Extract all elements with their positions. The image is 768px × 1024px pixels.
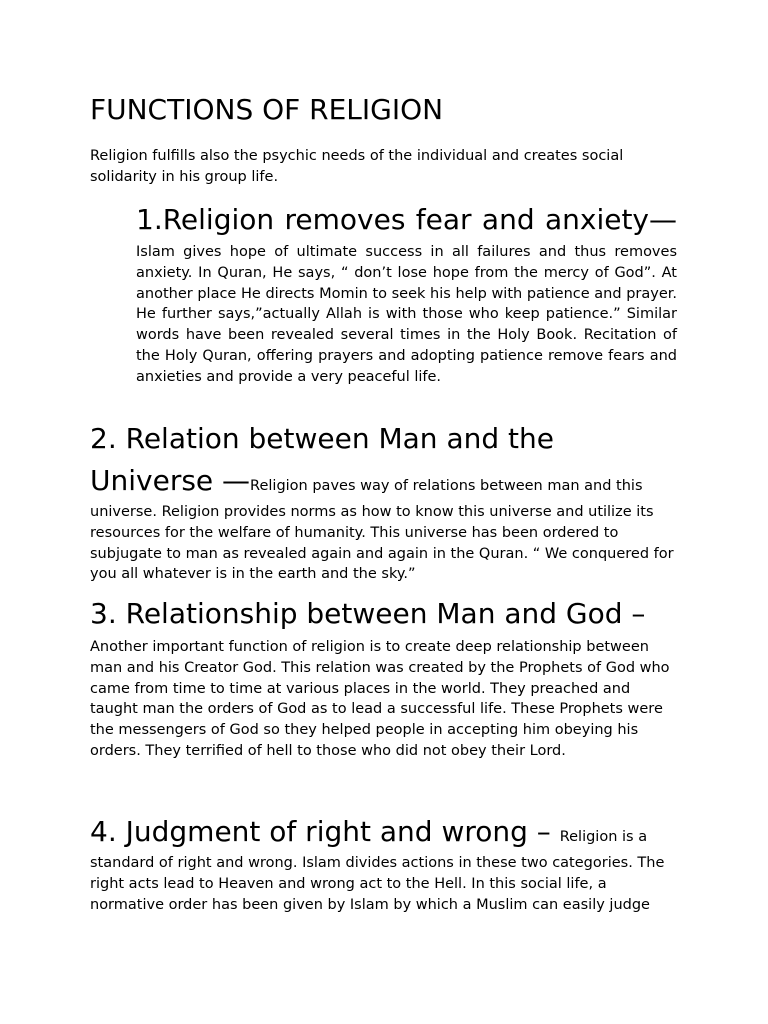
section-fear-anxiety (136, 198, 677, 388)
section-heading: 2. Relation between Man and the Universe — (90, 422, 554, 497)
section-heading: 4. Judgment of right and wrong – (90, 815, 560, 848)
section-body: Another important function of religion is to create deep relationship between man and his Creator God. This relation was created by the Prophets of God who came from time to time at various places in the world. They preached and taught man the orders of God as to lead a successful life. These Prophets were the messengers of God so they helped people in accepting him obeying his orders. They terrified of hell to those who did not obey their Lord. (90, 639, 670, 759)
section-body: Islam gives hope of ultimate success in all failures and thus removes anxiety. In Quran, He says, “ don’t lose hope from the mercy of God”. At another place He directs Momin to seek his help with patience and prayer. He further says,”actually Allah is with those who keep patience.” Similar words have been revealed several times in the Holy Book. Recitation of the Holy Quran, offering prayers and adopting patience remove fears and anxieties and provide a very peaceful life. (136, 244, 677, 385)
section-man-god (90, 591, 680, 762)
section-right-wrong (90, 811, 680, 915)
section-body: Religion is a standard of right and wrong. Islam divides actions in these two categories. The right acts lead to Heaven and wrong act to the Hell. In this social life, a normative order has been given by Islam by which a Muslim can easily judge (90, 829, 665, 913)
intro-paragraph: Religion fulfills also the psychic needs of the individual and creates social solidarity in his group life. (90, 148, 624, 185)
section-body: Religion paves way of relations between man and this universe. Religion provides norms as how to know this universe and utilize its resources for the welfare of humanity. This universe has been ordered to subjugate to man as revealed again and again in the Quran. “ We conquered for you all whatever is in the earth and the sky.” (90, 478, 674, 583)
section-heading: 3. Relationship between Man and God – (90, 597, 646, 630)
section-heading: 1.Religion removes fear and anxiety— (136, 203, 677, 236)
document-title: FUNCTIONS OF RELIGION (90, 93, 444, 126)
section-man-universe (90, 418, 680, 585)
